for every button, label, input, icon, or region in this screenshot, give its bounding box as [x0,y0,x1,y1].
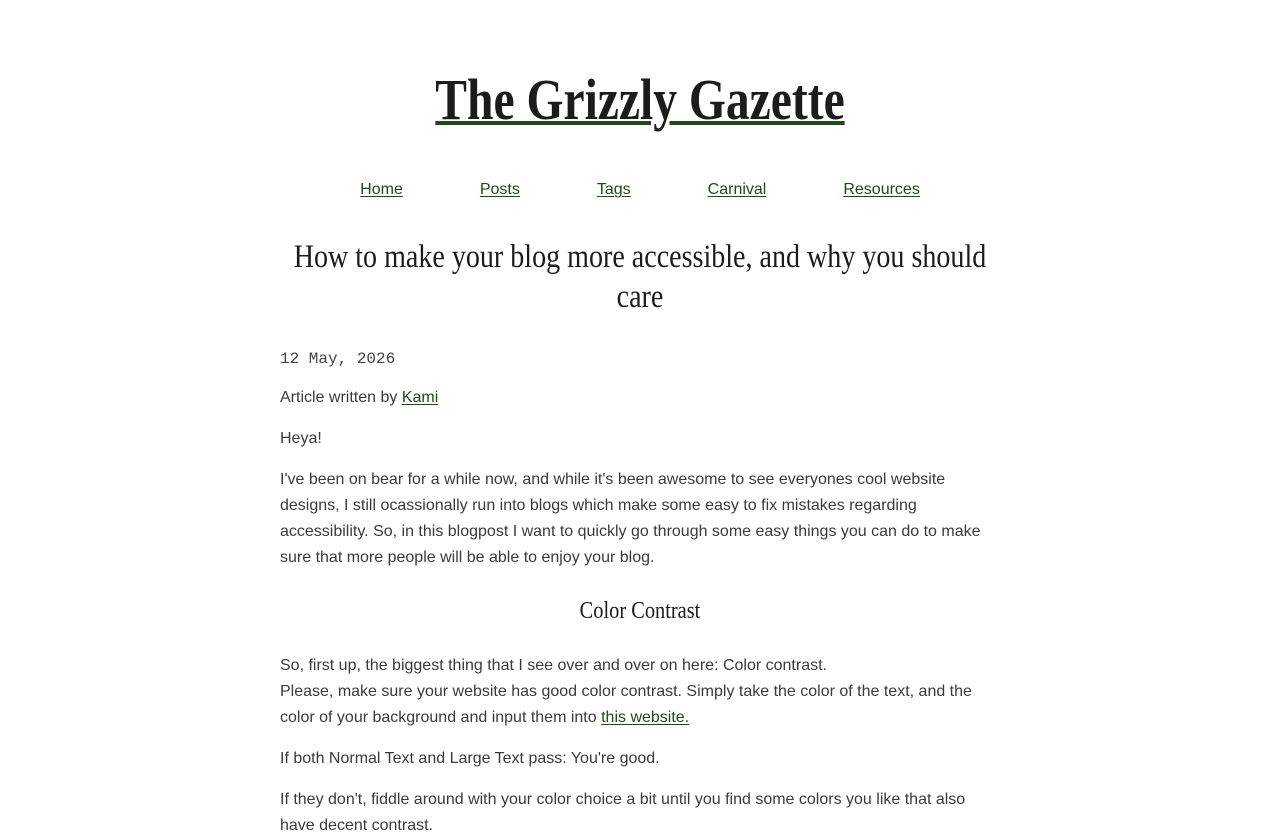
contrast-paragraph-4: If they don't, fiddle around with your color choice a bit until you find some colors you like that also have decent contrast. [280,791,966,834]
contrast-checker-link[interactable]: this website. [601,709,690,726]
section-heading-color-contrast: Color Contrast [579,598,701,624]
contrast-paragraph-2-text: Please, make sure your website has good color contrast. Simply take the color of the text, and the color of your background and input them into [280,683,972,726]
author-line [280,385,1000,411]
nav-home-link[interactable]: Home [360,181,403,198]
page-container [280,0,1000,839]
author-prefix: Article written by [280,389,398,406]
author-link[interactable]: Kami [401,389,439,406]
main-nav [280,181,1000,199]
post-title: How to make your blog more accessible, and why you should care [293,239,987,315]
nav-carnival-link[interactable]: Carnival [707,181,767,198]
contrast-paragraph-2 [280,679,1000,731]
post-date: 12 May, 2026 [280,350,396,368]
contrast-paragraph-1: So, first up, the biggest thing that I see over and over on here: Color contrast. [280,657,827,674]
post-content [280,237,1000,839]
contrast-paragraph-3: If both Normal Text and Large Text pass: You're good. [280,750,660,767]
intro-paragraph: I've been on bear for a while now, and while it's been awesome to see everyones cool website designs, I still ocassionally run into blogs which make some easy to fix mistakes regarding accessibility. So, in this blogpost I want to quickly go through some easy things you can do to make sure that more people will be able to enjoy your blog. [280,471,981,566]
nav-resources-link[interactable]: Resources [843,181,920,198]
greeting-paragraph: Heya! [280,430,322,447]
site-title [345,0,935,132]
nav-posts-link[interactable]: Posts [479,181,520,198]
site-title-link[interactable]: The Grizzly Gazette [435,67,845,132]
nav-tags-link[interactable]: Tags [596,181,631,198]
site-header [280,0,1000,199]
